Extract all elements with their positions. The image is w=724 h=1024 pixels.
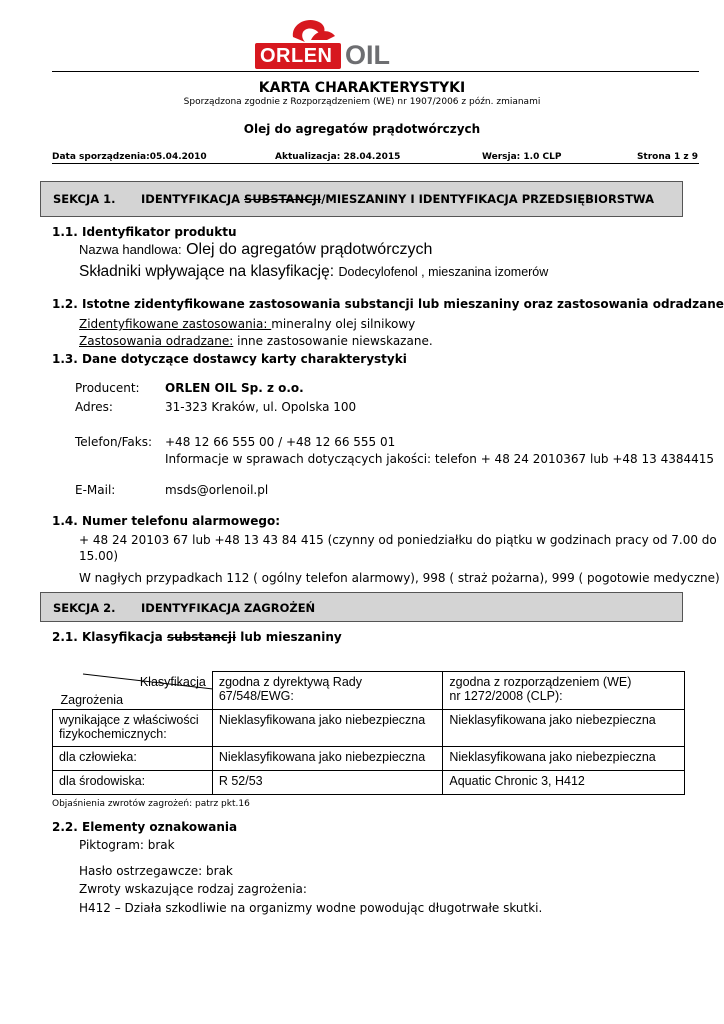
section-2-number: SEKCJA 2. (53, 601, 116, 615)
product-title: Olej do agregatów prądotwórczych (243, 122, 481, 136)
emergency-line-1: + 48 24 20103 67 lub +48 13 43 84 415 (czynny od poniedziałku do piątku w godzinach pracy od 7.00 do (79, 533, 717, 547)
discouraged-uses-label: Zastosowania odradzane: (79, 334, 234, 348)
pictogram: Piktogram: brak (79, 838, 175, 852)
row-label: dla człowieka: (53, 747, 213, 771)
section-2-header (40, 592, 683, 622)
signal-word: Hasło ostrzegawcze: brak (79, 864, 233, 878)
document-subtitle: Sporządzona zgodnie z Rozporządzeniem (WE) nr 1907/2006 z późn. zmianami (183, 97, 541, 107)
logo-brand-box (255, 43, 341, 69)
discouraged-uses-row (79, 334, 433, 348)
producer-value: ORLEN OIL Sp. z o.o. (165, 381, 304, 395)
email-label: E-Mail: (75, 483, 116, 497)
header-diagonal-cell (53, 672, 213, 710)
meta-rule (52, 163, 699, 164)
components-label: Składniki wpływające na klasyfikację: (79, 263, 335, 280)
date-created: Data sporządzenia:05.04.2010 (52, 152, 207, 162)
section-1-number: SEKCJA 1. (53, 192, 116, 206)
address-value: 31-323 Kraków, ul. Opolska 100 (165, 400, 357, 414)
trade-name: Olej do agregatów prądotwórczych (186, 241, 433, 258)
logo (255, 10, 400, 72)
table-row (53, 710, 685, 747)
table-header-row (53, 672, 685, 710)
classification-table (52, 671, 685, 795)
page-number: Strona 1 z 9 (636, 152, 698, 162)
heading-2-1: 2.1. Klasyfikacja substancji lub mieszaniny (52, 630, 342, 644)
row-clp: Nieklasyfikowana jako niebezpieczna (443, 747, 685, 771)
update-date: Aktualizacja: 28.04.2015 (275, 152, 401, 162)
version: Wersja: 1.0 CLP (482, 152, 562, 162)
table-row (53, 747, 685, 771)
emergency-line-3: W nagłych przypadkach 112 ( ogólny telefon alarmowy), 998 ( straż pożarna), 999 ( pogotowie medyczne) (79, 571, 720, 585)
row-clp: Aquatic Chronic 3, H412 (443, 771, 685, 795)
emergency-line-2: 15.00) (79, 549, 119, 563)
section-2-title: IDENTYFIKACJA ZAGROŻEŃ (141, 601, 316, 615)
row-label: dla środowiska: (53, 771, 213, 795)
header-clp: zgodna z rozporządzeniem (WE) nr 1272/2008 (CLP): (443, 672, 685, 710)
header-hazards: Zagrożenia (60, 692, 124, 707)
table-row (53, 771, 685, 795)
section-1-header (40, 181, 683, 217)
heading-1-4: 1.4. Numer telefonu alarmowego: (52, 514, 281, 528)
discouraged-uses-value: inne zastosowanie niewskazane. (233, 334, 433, 348)
identified-uses-label: Zidentyfikowane zastosowania: (79, 317, 272, 331)
phone-label: Telefon/Faks: (75, 435, 153, 449)
header-directive: zgodna z dyrektywą Rady 67/548/EWG: (212, 672, 443, 710)
producer-label: Producent: (75, 381, 140, 395)
row-directive: Nieklasyfikowana jako niebezpieczna (212, 747, 443, 771)
section-1-title: IDENTYFIKACJA SUBSTANCJI/MIESZANINY I IDENTYFIKACJA PRZEDSIĘBIORSTWA (141, 192, 655, 206)
hazard-statements-label: Zwroty wskazujące rodzaj zagrożenia: (79, 882, 307, 896)
heading-2-2: 2.2. Elementy oznakowania (52, 820, 238, 834)
trade-name-label: Nazwa handlowa: (79, 242, 182, 257)
identified-uses-value: mineralny olej silnikowy (271, 317, 416, 331)
components-row (79, 263, 548, 281)
quality-info: Informacje w sprawach dotyczących jakości: telefon + 48 24 2010367 lub +48 13 4384415 (165, 452, 715, 466)
email-value[interactable]: msds@orlenoil.pl (165, 483, 269, 497)
phone-value: +48 12 66 555 00 / +48 12 66 555 01 (165, 435, 396, 449)
trade-name-row (79, 241, 432, 259)
components-value: Dodecylofenol , mieszanina izomerów (338, 265, 549, 279)
identified-uses-row (79, 317, 415, 331)
heading-1-2: 1.2. Istotne zidentyfikowane zastosowania substancji lub mieszaniny oraz zastosowania odradzane (52, 297, 724, 311)
row-label: wynikające z właściwości fizykochemicznych: (53, 710, 213, 747)
row-directive: Nieklasyfikowana jako niebezpieczna (212, 710, 443, 747)
address-label: Adres: (75, 400, 113, 414)
logo-suffix: OIL (345, 40, 390, 70)
heading-1-3: 1.3. Dane dotyczące dostawcy karty charakterystyki (52, 352, 407, 366)
heading-1-1: 1.1. Identyfikator produktu (52, 225, 237, 239)
hazard-note: Objaśnienia zwrotów zagrożeń: patrz pkt.16 (52, 799, 250, 809)
h412-statement: H412 – Działa szkodliwie na organizmy wodne powodując długotrwałe skutki. (79, 901, 543, 915)
header-rule (52, 71, 699, 72)
row-clp: Nieklasyfikowana jako niebezpieczna (443, 710, 685, 747)
document-title: KARTA CHARAKTERYSTYKI (258, 80, 466, 96)
header-classification: Klasyfikacja (139, 674, 206, 689)
logo-brand: ORLEN (260, 45, 333, 67)
row-directive: R 52/53 (212, 771, 443, 795)
